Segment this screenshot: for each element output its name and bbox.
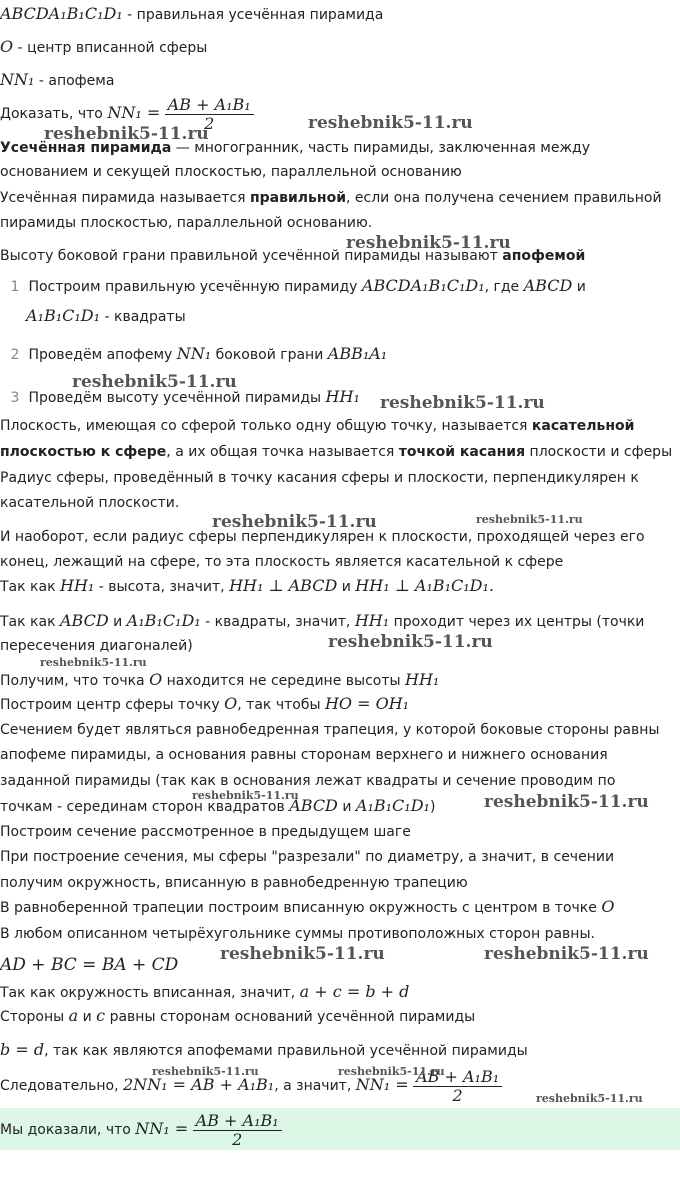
term: правильной	[249, 190, 347, 206]
text: апофеме пирамиды, а основания равны сторонам верхнего и нижнего основания	[0, 747, 608, 763]
cut-line-2	[0, 873, 468, 893]
given-line-2	[0, 37, 207, 58]
text: находится не середине высоты	[162, 673, 405, 689]
text: основанием и секущей плоскостью, параллельной основанию	[0, 164, 462, 180]
watermark: reshebnik5-11.ru	[338, 1065, 445, 1078]
sum-line	[0, 924, 595, 944]
math: ABCDA₁B₁C₁D₁	[0, 4, 123, 23]
math: HH₁	[405, 670, 440, 689]
text: Так как	[0, 614, 60, 630]
term: плоскостью к сфере	[0, 444, 167, 460]
math: O	[149, 670, 163, 689]
squares-line-2	[0, 636, 193, 656]
text: Высоту боковой грани правильной усечённой пирамиды называют	[0, 248, 503, 264]
text: Проведём высоту усечённой пирамиды	[28, 390, 326, 406]
equation-line	[0, 955, 178, 976]
cut-line-1	[0, 847, 614, 867]
step-number: 2	[10, 347, 20, 363]
denominator: 2	[452, 1085, 463, 1105]
term: Усечённая пирамида	[0, 140, 172, 156]
text: касательной плоскости.	[0, 495, 180, 511]
text: При построение сечения, мы сферы "разрезали" по диаметру, а значит, в сечении	[0, 849, 615, 865]
given-line-3	[0, 70, 114, 91]
term: касательной	[531, 418, 635, 434]
text: Построим правильную усечённую пирамиду	[28, 279, 362, 295]
text: - апофема	[34, 73, 115, 89]
math: ABCD	[289, 796, 338, 815]
text: И наоборот, если радиус сферы перпендикулярен к плоскости, проходящей через его	[0, 529, 645, 545]
conclusion-line	[0, 1108, 282, 1151]
text: - центр вписанной сферы	[13, 40, 208, 56]
tangent-def-a	[0, 416, 634, 436]
math: O	[601, 897, 615, 916]
math: HH₁	[59, 576, 95, 595]
text: Плоскость, имеющая со сферой только одну общую точку, называется	[0, 418, 532, 434]
math: HO = OH₁	[324, 694, 410, 713]
text: , если она получена сечением правильной	[346, 190, 662, 206]
text: равны сторонам оснований усечённой пирамиды	[105, 1009, 476, 1025]
center-line	[0, 694, 409, 715]
given-line-1	[0, 4, 383, 25]
math: O	[0, 37, 14, 56]
def-2b	[0, 213, 372, 233]
watermark: reshebnik5-11.ru	[536, 1092, 643, 1105]
term: точкой касания	[398, 444, 526, 460]
text: )	[429, 799, 436, 815]
step-number: 1	[10, 279, 20, 295]
text: Радиус сферы, проведённый в точку касания сферы и плоскости, перпендикулярен к	[0, 470, 639, 486]
text: Получим, что точка	[0, 673, 150, 689]
def-1b	[0, 162, 462, 182]
math: A₁B₁C₁D₁	[355, 796, 430, 815]
text: Сечением будет являться равнобедренная трапеция, у которой боковые стороны равны	[0, 722, 660, 738]
height-line	[0, 576, 494, 597]
watermark: reshebnik5-11.ru	[328, 632, 493, 652]
math: 2NN₁ = AB + A₁B₁	[123, 1075, 275, 1094]
text: Доказать, что	[0, 106, 108, 122]
text: , а значит,	[274, 1078, 356, 1094]
text: проходит через их центры (точки	[389, 614, 645, 630]
fraction	[193, 1112, 282, 1149]
watermark: reshebnik5-11.ru	[40, 656, 147, 669]
step-1-cont	[26, 306, 186, 327]
watermark: reshebnik5-11.ru	[192, 789, 299, 802]
text: конец, лежащий на сфере, то эта плоскость является касательной к сфере	[0, 554, 564, 570]
step-number: 3	[10, 390, 20, 406]
text: пересечения диагоналей)	[0, 638, 193, 654]
text: Усечённая пирамида называется	[0, 190, 250, 206]
math: NN₁	[176, 344, 212, 363]
math: ABCD	[59, 611, 109, 630]
inscribed-line	[0, 897, 614, 918]
math: NN₁ =	[135, 1119, 189, 1138]
midpoint-line	[0, 670, 439, 691]
text: пирамиды плоскостью, параллельной основанию.	[0, 215, 373, 231]
text: В равноберенной трапеции построим вписанную окружность с центром в точке	[0, 900, 602, 916]
trapezoid-line-2	[0, 745, 608, 765]
inverse-line-2	[0, 552, 563, 572]
step-2	[6, 344, 387, 365]
watermark: reshebnik5-11.ru	[484, 792, 649, 812]
watermark: reshebnik5-11.ru	[44, 124, 209, 144]
math: b = d	[0, 1040, 45, 1059]
text: , так чтобы	[237, 697, 325, 713]
math: AD + BC = BA + CD	[0, 955, 179, 975]
text: Проведём апофему	[28, 347, 177, 363]
def-2a	[0, 188, 662, 208]
text: и	[78, 1009, 97, 1025]
watermark: reshebnik5-11.ru	[484, 944, 649, 964]
tangent-def-b	[0, 442, 672, 462]
trapezoid-line-1	[0, 720, 659, 740]
watermark: reshebnik5-11.ru	[476, 513, 583, 526]
text: и	[337, 579, 356, 595]
term: апофемой	[502, 248, 586, 264]
step-1	[6, 276, 586, 297]
text: и	[337, 799, 356, 815]
text: , так как являются апофемами правильной усечённой пирамиды	[44, 1043, 528, 1059]
text: Построим сечение рассмотренное в предыдущем шаге	[0, 824, 411, 840]
text: - квадраты, значит,	[200, 614, 355, 630]
math: NN₁ =	[355, 1075, 409, 1094]
text: - правильная усечённая пирамида	[122, 7, 384, 23]
radius-line-2	[0, 493, 179, 513]
watermark: reshebnik5-11.ru	[220, 944, 385, 964]
watermark: reshebnik5-11.ru	[152, 1065, 259, 1078]
text: Так как окружность вписанная, значит,	[0, 985, 300, 1001]
text: Следовательно,	[0, 1078, 123, 1094]
math: A₁B₁C₁D₁	[126, 611, 201, 630]
text: Построим центр сферы точку	[0, 697, 225, 713]
text: Так как	[0, 579, 60, 595]
math: c	[96, 1006, 106, 1025]
text: - высота, значит,	[94, 579, 230, 595]
text: , а их общая точка называется	[166, 444, 399, 460]
text: - квадраты	[100, 309, 186, 325]
math: NN₁ =	[107, 103, 161, 122]
text: получим окружность, вписанную в равнобедренную трапецию	[0, 875, 468, 891]
math: HH₁	[354, 611, 390, 630]
math: ABB₁A₁	[327, 344, 388, 363]
numerator: AB + A₁B₁	[193, 1112, 282, 1131]
bd-line	[0, 1040, 528, 1061]
numerator: AB + A₁B₁	[413, 1068, 502, 1087]
math: a	[68, 1006, 79, 1025]
math: ABCD	[523, 276, 573, 295]
text: плоскости и сферы	[525, 444, 673, 460]
math: a + c = b + d	[299, 982, 410, 1001]
text: боковой грани	[211, 347, 328, 363]
abcd-line	[0, 982, 409, 1003]
watermark: reshebnik5-11.ru	[72, 372, 237, 392]
radius-line-1	[0, 468, 639, 488]
denominator: 2	[232, 1129, 243, 1149]
trapezoid-line-3	[0, 771, 615, 791]
text: и	[108, 614, 127, 630]
watermark: reshebnik5-11.ru	[212, 512, 377, 532]
math: NN₁	[0, 70, 35, 89]
sides-line	[0, 1006, 475, 1027]
text: и	[572, 279, 586, 295]
math: O	[224, 694, 238, 713]
math: HH₁ ⊥ A₁B₁C₁D₁.	[355, 576, 494, 595]
math: HH₁ ⊥ ABCD	[229, 576, 338, 595]
text: , где	[484, 279, 524, 295]
text: Стороны	[0, 1009, 69, 1025]
watermark: reshebnik5-11.ru	[308, 113, 473, 133]
text: точкам - серединам сторон квадратов	[0, 799, 290, 815]
text: В любом описанном четырёхугольнике суммы противоположных сторон равны.	[0, 926, 595, 942]
squares-line-1	[0, 611, 644, 632]
watermark: reshebnik5-11.ru	[346, 233, 511, 253]
text: — многогранник, часть пирамиды, заключенная между	[171, 140, 591, 156]
math: HH₁	[325, 387, 360, 406]
math: ABCDA₁B₁C₁D₁	[361, 276, 485, 295]
numerator: AB + A₁B₁	[165, 96, 254, 115]
watermark: reshebnik5-11.ru	[380, 393, 545, 413]
text: Мы доказали, что	[0, 1122, 136, 1138]
text: заданной пирамиды (так как в основания лежат квадраты и сечение проводим по	[0, 773, 616, 789]
math: A₁B₁C₁D₁	[26, 306, 101, 325]
denominator: 2	[204, 113, 215, 133]
section-line	[0, 822, 411, 842]
